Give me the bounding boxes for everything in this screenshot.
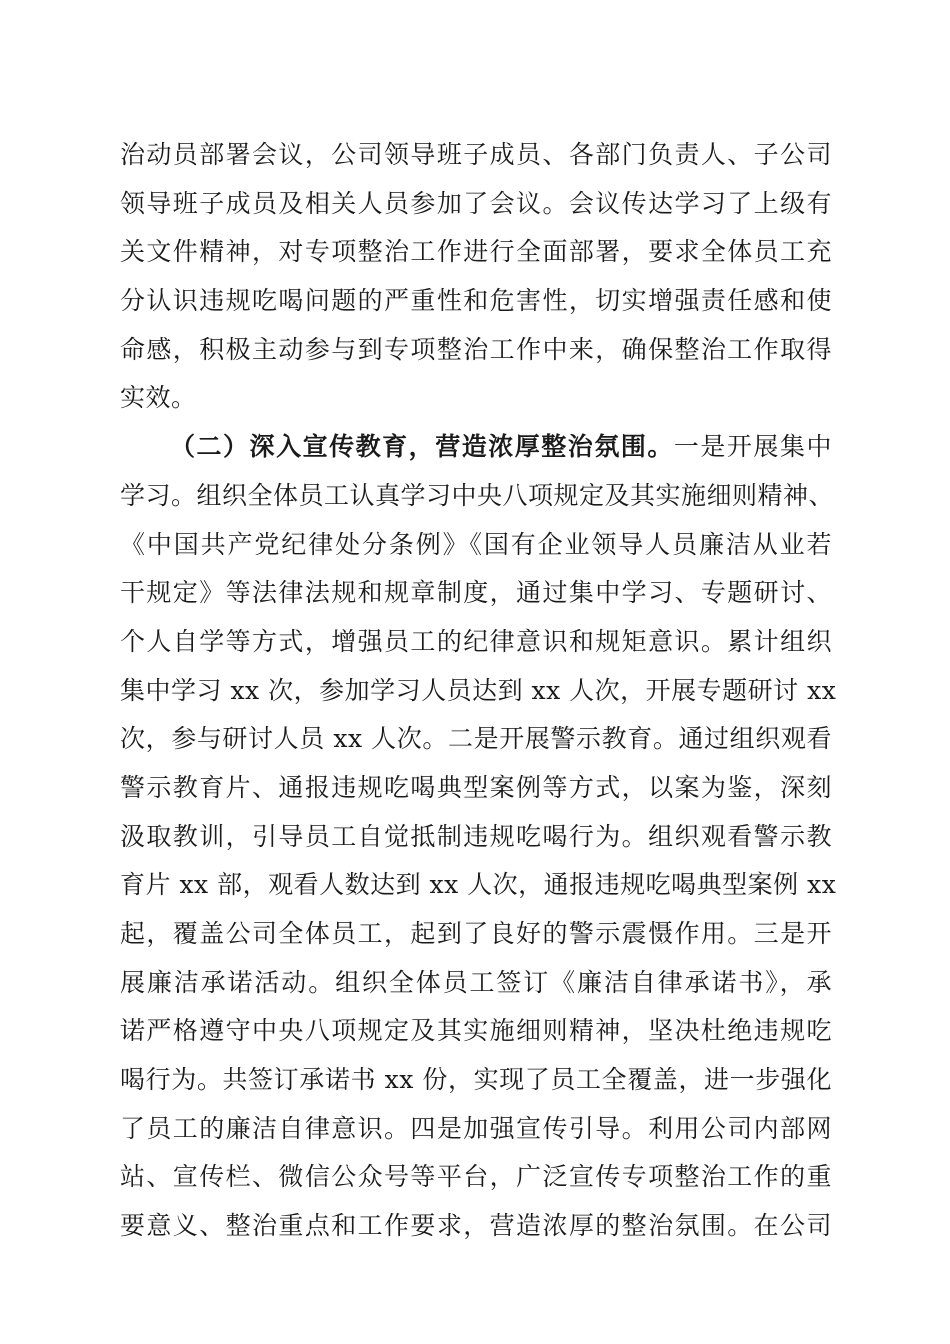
text-line: 警示教育片、通报违规吃喝典型案例等方式，以案为鉴，深刻 (120, 772, 832, 802)
text-line: 领导班子成员及相关人员参加了会议。会议传达学习了上级有 (120, 188, 832, 218)
document-body (120, 131, 837, 1251)
text-line: 次，参与研讨人员 xx 人次。二是开展警示教育。通过组织观看 (120, 724, 832, 754)
text-line: 治动员部署会议，公司领导班子成员、各部门负责人、子公司 (120, 140, 832, 169)
paragraph-2 (120, 423, 837, 1251)
text-line: 集中学习 xx 次，参加学习人员达到 xx 人次，开展专题研讨 xx (120, 675, 837, 705)
text-line: 展廉洁承诺活动。组织全体员工签订《廉洁自律承诺书》，承 (120, 967, 832, 997)
text-line: 站、宣传栏、微信公众号等平台，广泛宣传专项整治工作的重 (120, 1162, 832, 1192)
text-line: 诺严格遵守中央八项规定及其实施细则精神，坚决杜绝违规吃 (120, 1016, 832, 1046)
text-line: 汲取教训，引导员工自觉抵制违规吃喝行为。组织观看警示教 (120, 821, 832, 851)
text-line: 关文件精神，对专项整治工作进行全面部署，要求全体员工充 (120, 237, 832, 267)
text-line: 喝行为。共签订承诺书 xx 份，实现了员工全覆盖，进一步强化 (120, 1065, 832, 1095)
section-heading: （二）深入宣传教育，营造浓厚整治氛围。 (170, 432, 674, 462)
text-run: 一是开展集中 (673, 432, 832, 462)
text-line: 要意义、整治重点和工作要求，营造浓厚的整治氛围。在公司 (120, 1211, 832, 1241)
text-line: 个人自学等方式，增强员工的纪律意识和规矩意识。累计组织 (120, 626, 832, 656)
paragraph-1 (120, 131, 832, 423)
text-line: 学习。组织全体员工认真学习中央八项规定及其实施细则精神、 (120, 480, 835, 510)
text-line: 实效。 (120, 383, 197, 413)
text-line: 育片 xx 部，观看人数达到 xx 人次，通报违规吃喝典型案例 xx (120, 870, 837, 900)
text-line: 了员工的廉洁自律意识。四是加强宣传引导。利用公司内部网 (120, 1113, 832, 1143)
text-line: 《中国共产党纪律处分条例》《国有企业领导人员廉洁从业若 (120, 529, 832, 559)
text-line: 起，覆盖公司全体员工，起到了良好的警示震慑作用。三是开 (120, 919, 832, 948)
text-line: 分认识违规吃喝问题的严重性和危害性，切实增强责任感和使 (120, 286, 832, 316)
text-line: 命感，积极主动参与到专项整治工作中来，确保整治工作取得 (120, 334, 832, 364)
paragraph-2-first-line (120, 423, 832, 472)
text-line: 干规定》等法律法规和规章制度，通过集中学习、专题研讨、 (120, 578, 832, 608)
